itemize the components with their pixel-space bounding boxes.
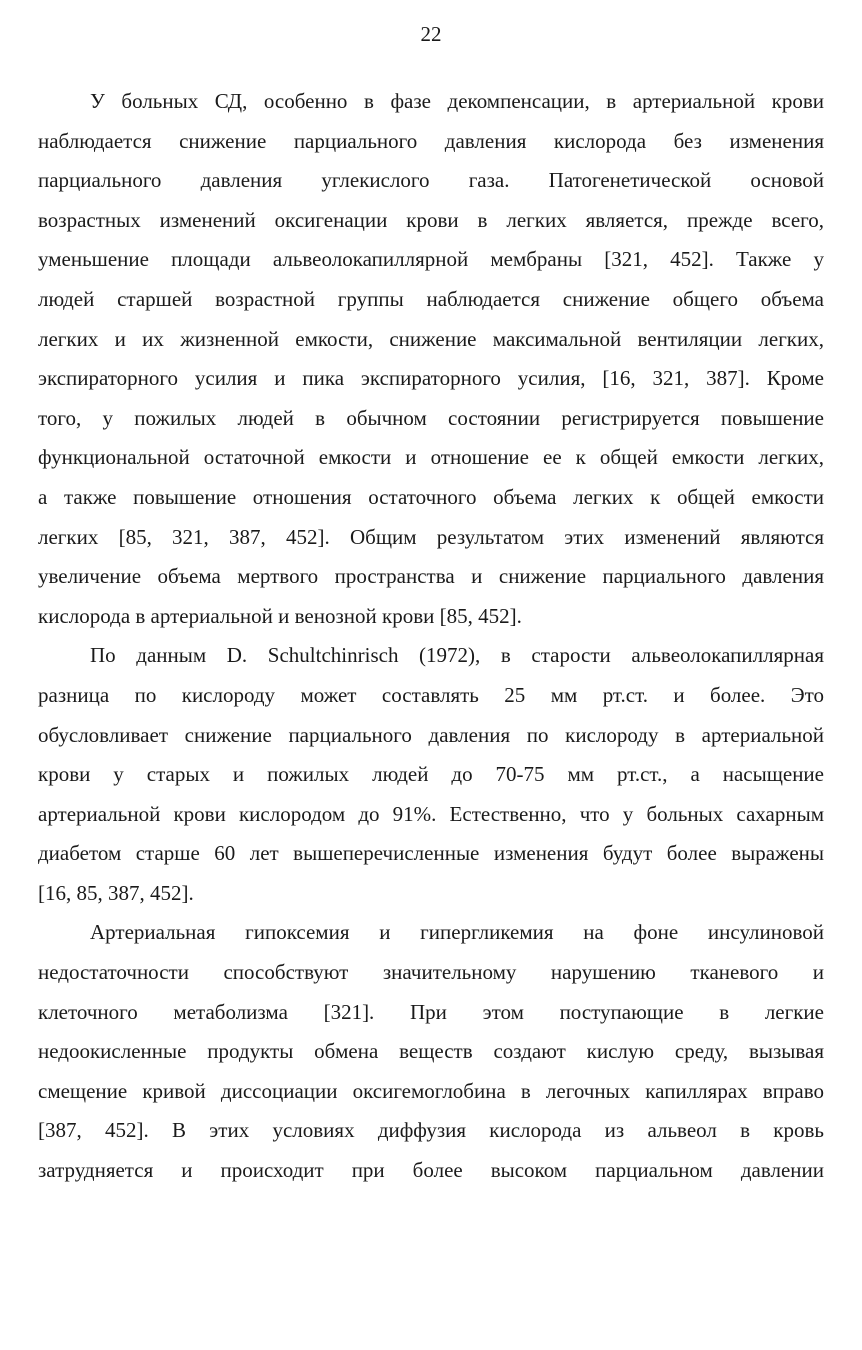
text-line: экспираторного усилия и пика экспираторного усилия, [16, 321, 387]. Кроме bbox=[38, 366, 824, 391]
text-line: клеточного метаболизма [321]. При этом поступающие в легкие bbox=[38, 999, 824, 1024]
text-line: возрастных изменений оксигенации крови в легких является, прежде всего, bbox=[38, 207, 824, 232]
text-line: диабетом старше 60 лет вышеперечисленные изменения будут более выражены bbox=[38, 841, 824, 866]
text-line: парциального давления углекислого газа. Патогенетической основой bbox=[38, 168, 824, 193]
text-line: наблюдается снижение парциального давления кислорода без изменения bbox=[38, 128, 824, 153]
text-line: уменьшение площади альвеолокапиллярной мембраны [321, 452]. Также у bbox=[38, 247, 824, 272]
text-line: крови у старых и пожилых людей до 70-75 мм рт.ст., а насыщение bbox=[38, 762, 824, 787]
text-line: [387, 452]. В этих условиях диффузия кислорода из альвеол в кровь bbox=[38, 1118, 824, 1143]
text-line: разница по кислороду может составлять 25 мм рт.ст. и более. Это bbox=[38, 682, 824, 707]
text-line: а также повышение отношения остаточного объема легких к общей емкости bbox=[38, 484, 824, 509]
text-line: недостаточности способствуют значительному нарушению тканевого и bbox=[38, 960, 824, 985]
text-line: У больных СД, особенно в фазе декомпенсации, в артериальной крови bbox=[90, 89, 824, 113]
page-number: 22 bbox=[420, 22, 442, 46]
text-line: [16, 85, 387, 452]. bbox=[38, 880, 194, 905]
text-line: людей старшей возрастной группы наблюдается снижение общего объема bbox=[38, 286, 824, 311]
text-line: По данным D. Schultchinrisch (1972), в старости альвеолокапиллярная bbox=[90, 643, 824, 668]
text-line: Артериальная гипоксемия и гипергликемия на фоне инсулиновой bbox=[90, 920, 824, 945]
text-line: легких и их жизненной емкости, снижение максимальной вентиляции легких, bbox=[38, 326, 824, 351]
paragraph-2 bbox=[38, 640, 824, 917]
text-line: артериальной крови кислородом до 91%. Естественно, что у больных сахарным bbox=[38, 801, 824, 826]
text-line: кислорода в артериальной и венозной крови [85, 452]. bbox=[38, 603, 522, 628]
text-line: легких [85, 321, 387, 452]. Общим результатом этих изменений являются bbox=[38, 524, 824, 549]
body-text bbox=[38, 86, 824, 1195]
paragraph-3 bbox=[38, 917, 824, 1194]
text-line: затрудняется и происходит при более высоком парциальном давлении bbox=[38, 1158, 824, 1183]
text-line: того, у пожилых людей в обычном состоянии регистрируется повышение bbox=[38, 405, 824, 430]
text-line: функциональной остаточной емкости и отношение ее к общей емкости легких, bbox=[38, 445, 824, 470]
paragraph-1 bbox=[38, 86, 824, 640]
text-line: обусловливает снижение парциального давления по кислороду в артериальной bbox=[38, 722, 824, 747]
text-line: увеличение объема мертвого пространства и снижение парциального давления bbox=[38, 564, 824, 589]
text-line: смещение кривой диссоциации оксигемоглобина в легочных капиллярах вправо bbox=[38, 1078, 824, 1103]
text-line: недоокисленные продукты обмена веществ создают кислую среду, вызывая bbox=[38, 1039, 824, 1064]
